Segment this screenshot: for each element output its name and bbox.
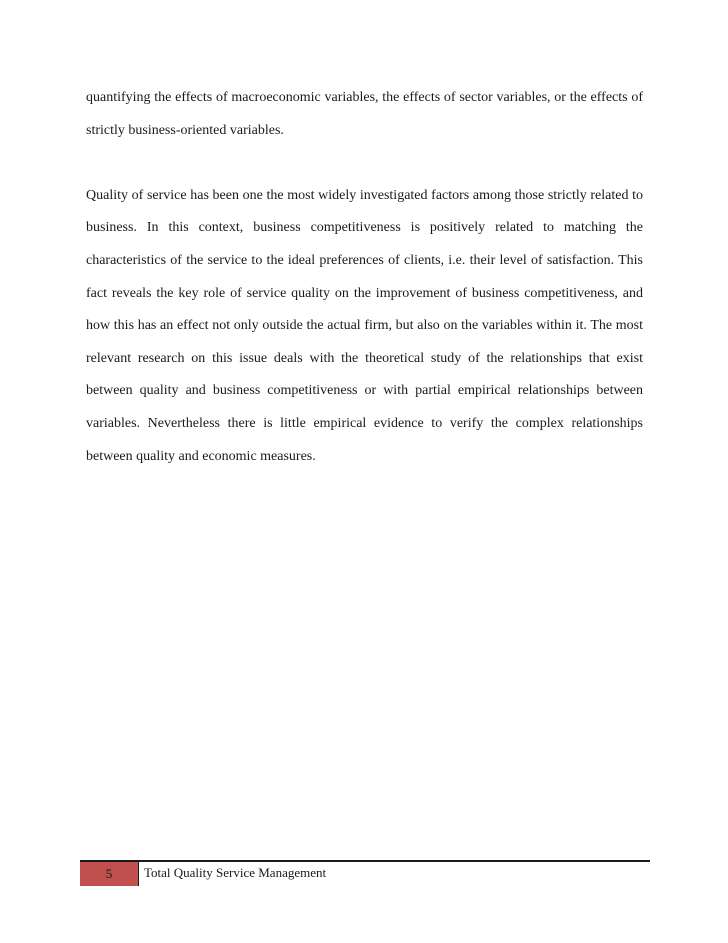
page-number-box: [80, 862, 139, 886]
paragraph-continuation: quantifying the effects of macroeconomic variables, the effects of sector variables, or the effects of strictly business-oriented variables.: [86, 90, 643, 138]
footer-rule: [80, 860, 650, 862]
page-footer: [80, 860, 650, 886]
footer-title: Total Quality Service Management: [144, 865, 327, 880]
body-text: [86, 82, 643, 473]
page-number: 5: [105, 866, 113, 881]
paragraph-quality-of-service: Quality of service has been one the most widely investigated factors among those strictly related to business. In this context, business competitiveness is positively related to matching the characteristics of the service to the ideal preferences of clients, i.e. their level of satisfaction. This fact reveals the key role of service quality on the improvement of business competitiveness, and how this has an effect not only outside the actual firm, but also on the variables within it. The most relevant research on this issue deals with the theoretical study of the relationships that exist between quality and business competitiveness or with partial empirical relationships between variables. Nevertheless there is little empirical evidence to verify the complex relationships between quality and economic measures.: [86, 187, 643, 464]
paragraph-spacer: [86, 147, 643, 180]
